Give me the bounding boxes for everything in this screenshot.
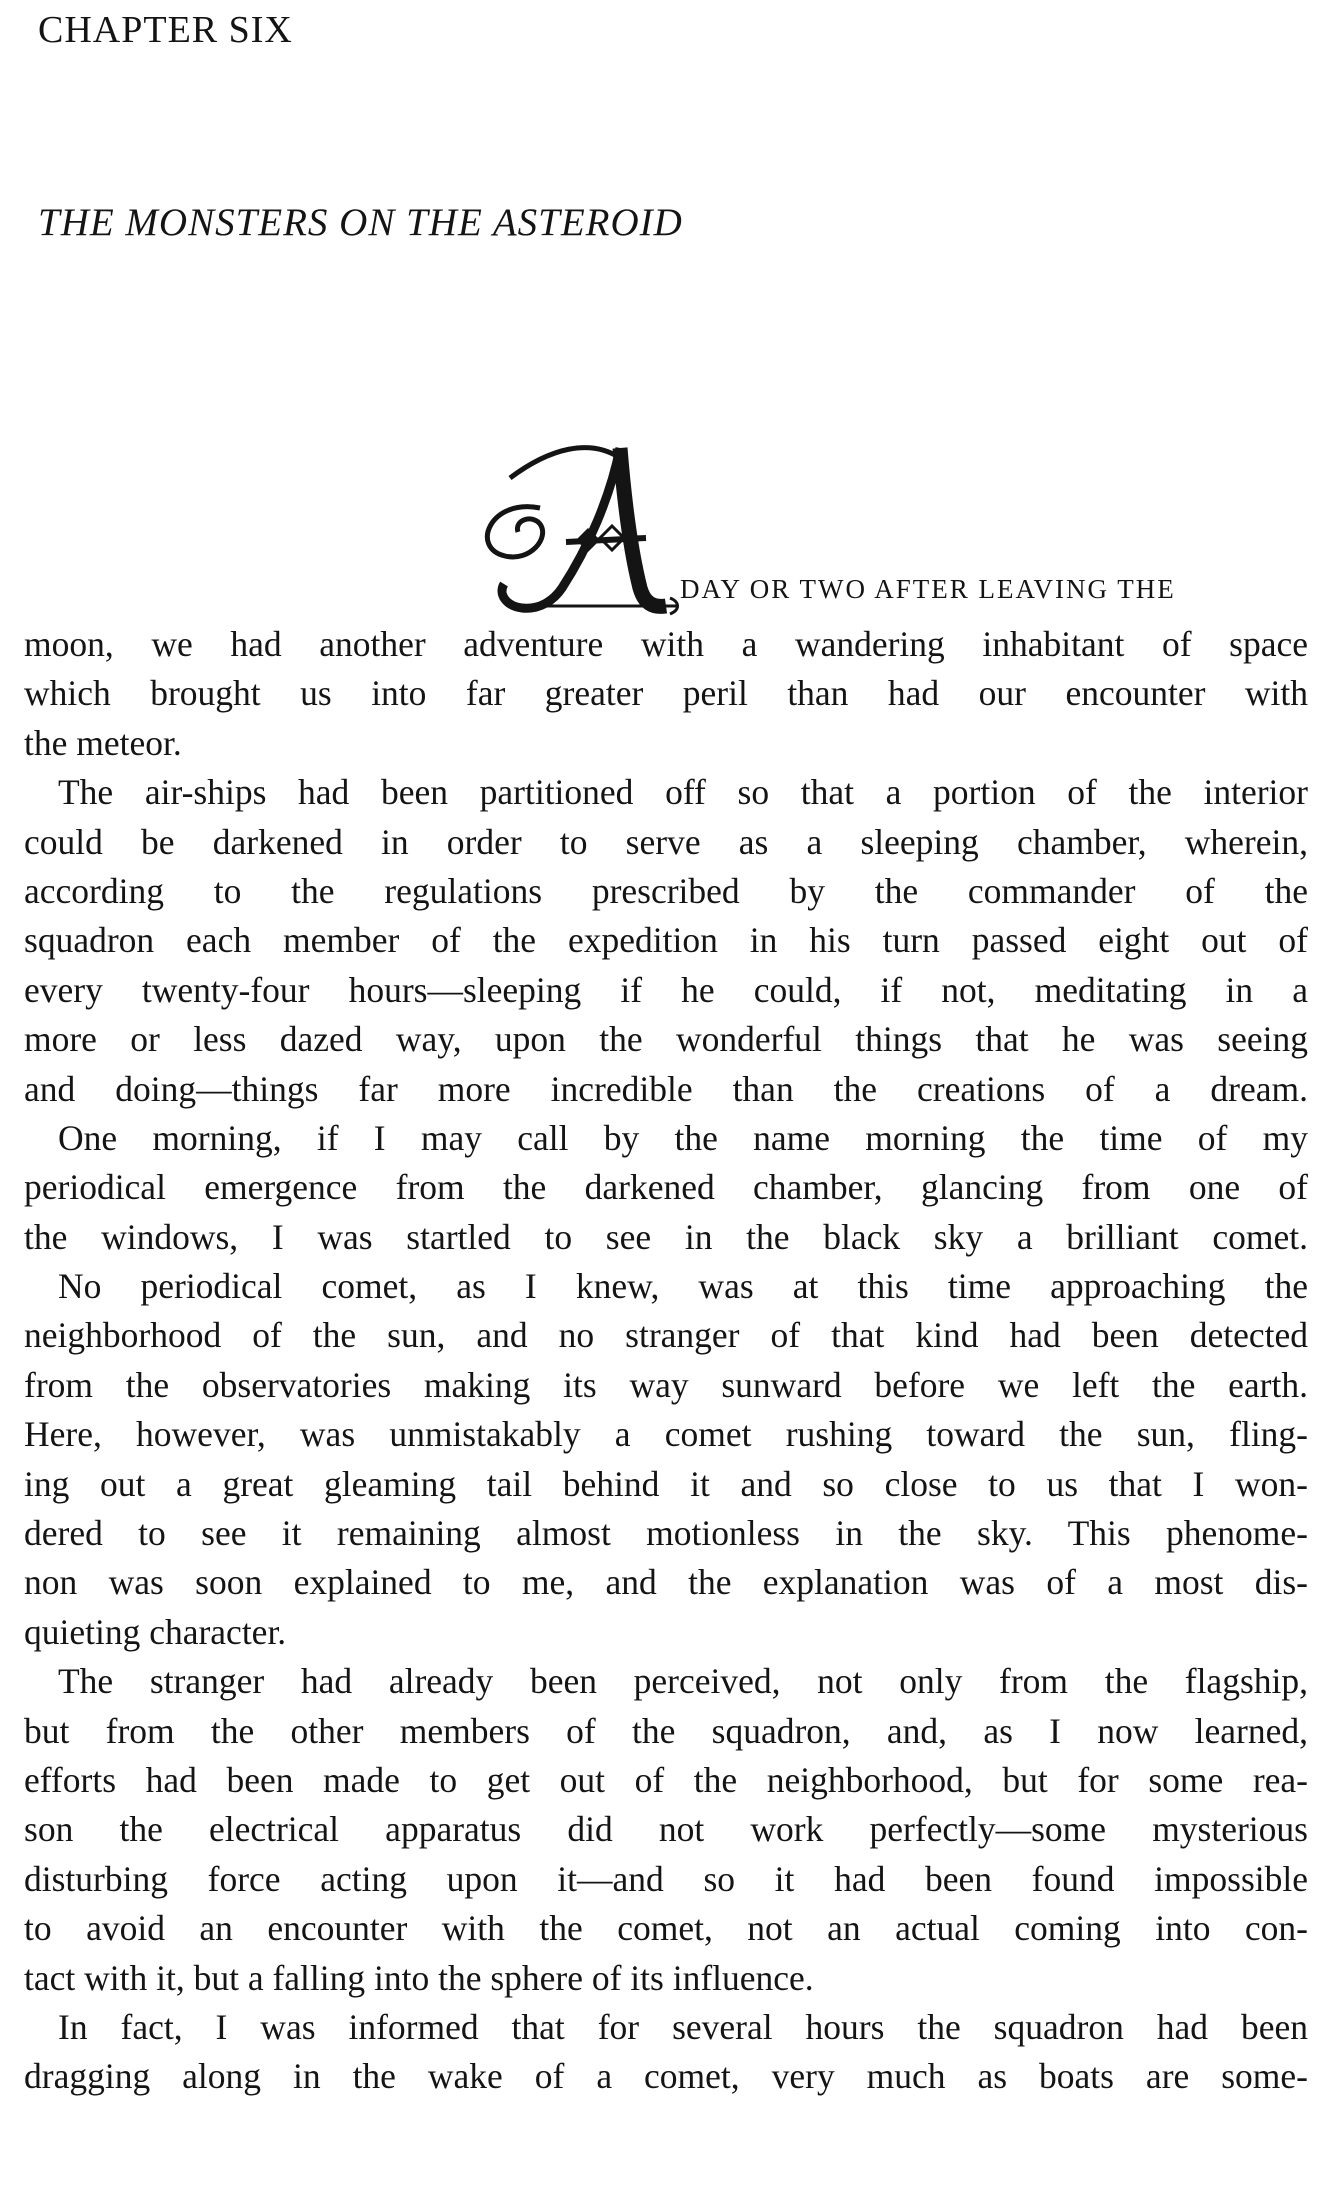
text-line: quieting character.: [24, 1611, 287, 1652]
text-line: In fact, I was informed that for several hours the squadron had been: [58, 2006, 1308, 2047]
text-line: the meteor.: [24, 722, 182, 763]
text-line: Here, however, was unmistakably a comet rushing toward the sun, fling-: [24, 1414, 1308, 1455]
text-line: to avoid an encounter with the comet, not an actual coming into con-: [24, 1908, 1308, 1949]
text-line: son the electrical apparatus did not work perfectly—some mysterious: [24, 1809, 1308, 1850]
text-line: but from the other members of the squadron, and, as I now learned,: [24, 1710, 1308, 1751]
text-line: dragging along in the wake of a comet, very much as boats are some-: [24, 2056, 1308, 2097]
text-line: neighborhood of the sun, and no stranger of that kind had been detected: [24, 1315, 1308, 1356]
text-line: The air-ships had been partitioned off so that a portion of the interior: [58, 772, 1308, 813]
text-line: periodical emergence from the darkened chamber, glancing from one of: [24, 1167, 1308, 1208]
body-text: [24, 620, 1308, 2102]
text-line: according to the regulations prescribed by the commander of the: [24, 870, 1308, 911]
text-line: squadron each member of the expedition in his turn passed eight out of: [24, 920, 1308, 961]
text-line: which brought us into far greater peril than had our encounter with: [24, 673, 1308, 714]
text-line: and doing—things far more incredible than the creations of a dream.: [24, 1068, 1308, 1109]
text-line: every twenty-four hours—sleeping if he could, if not, meditating in a: [24, 969, 1308, 1010]
chapter-label: CHAPTER SIX: [38, 9, 293, 51]
text-line: the windows, I was startled to see in the black sky a brilliant comet.: [24, 1216, 1308, 1257]
text-line: more or less dazed way, upon the wonderful things that he was seeing: [24, 1019, 1308, 1060]
chapter-lead-in: DAY OR TWO AFTER LEAVING THE: [680, 574, 1176, 604]
text-line: efforts had been made to get out of the neighborhood, but for some rea-: [24, 1759, 1308, 1800]
chapter-opening: [470, 438, 1326, 616]
chapter-title: THE MONSTERS ON THE ASTEROID: [38, 201, 683, 244]
text-line: dered to see it remaining almost motionless in the sky. This phenome-: [24, 1513, 1308, 1554]
text-line: non was soon explained to me, and the explanation was of a most dis-: [24, 1562, 1308, 1603]
text-line: disturbing force acting upon it—and so it had been found impossible: [24, 1858, 1308, 1899]
text-line: moon, we had another adventure with a wandering inhabitant of space: [24, 624, 1308, 664]
text-line: The stranger had already been perceived, not only from the flagship,: [58, 1661, 1308, 1702]
text-line: ing out a great gleaming tail behind it and so close to us that I won-: [24, 1463, 1308, 1504]
text-line: could be darkened in order to serve as a sleeping chamber, wherein,: [24, 821, 1308, 862]
decorative-drop-cap-a-icon: [470, 438, 680, 616]
text-line: tact with it, but a falling into the sphere of its influence.: [24, 1957, 814, 1998]
text-line: from the observatories making its way sunward before we left the earth.: [24, 1364, 1308, 1405]
text-line: No periodical comet, as I knew, was at this time approaching the: [58, 1266, 1308, 1307]
text-line: One morning, if I may call by the name morning the time of my: [58, 1117, 1308, 1158]
